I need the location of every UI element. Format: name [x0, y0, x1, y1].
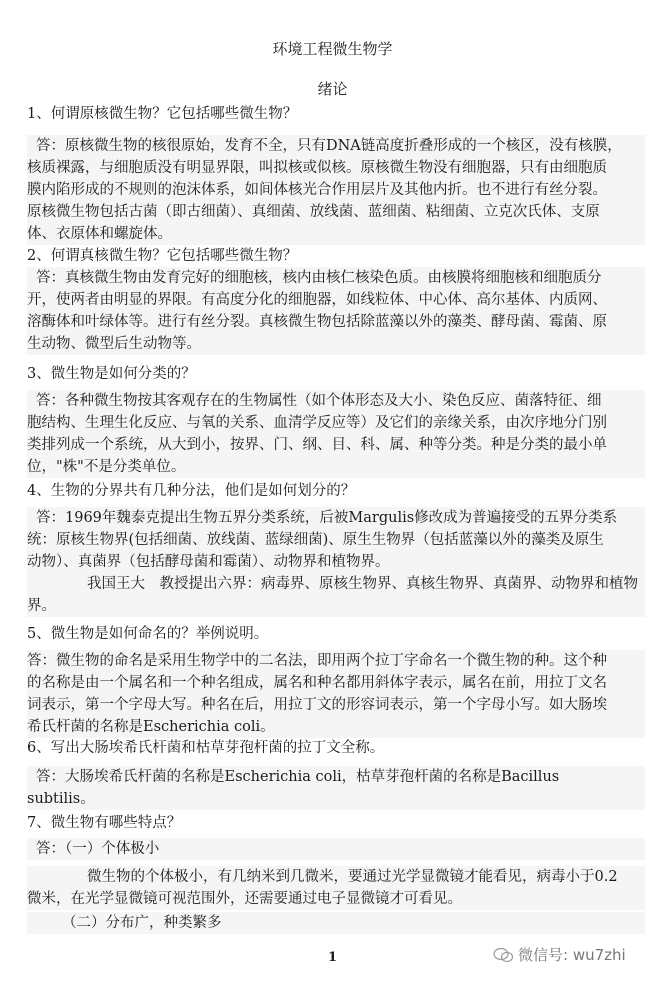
chapter-title: 绪论 [317, 80, 348, 98]
answer-line: 生动物、微型后生动物等。 [27, 336, 201, 352]
wechat-icon [492, 946, 514, 964]
answer-line: 答：各种微生物按其客观存在的生物属性（如个体形态及大小、染色反应、菌落特征、细 [36, 393, 602, 409]
answer-line: 胞结构、生理生化反应、与氧的关系、血清学反应等）及它们的亲缘关系，由次序地分门别 [27, 415, 607, 431]
watermark-text: 微信号: wu7zhi [518, 946, 626, 964]
answer-line: 溶酶体和叶绿体等。进行有丝分裂。真核微生物包括除蓝藻以外的藻类、酵母菌、霉菌、原 [27, 314, 607, 330]
answer-line: 的名称是由一个属名和一个种名组成，属名和种名都用斜体字表示，属名在前，用拉丁文名 [27, 675, 607, 691]
answer-line: 答：原核微生物的核很原始，发育不全，只有DNA链高度折叠形成的一个核区，没有核膜， [36, 138, 622, 154]
answer-line: 希氏杆菌的名称是Escherichia coli。 [27, 719, 275, 735]
page-number: 1 [327, 950, 338, 965]
question-heading: 6、写出大肠埃希氏杆菌和枯草芽孢杆菌的拉丁文全称。 [27, 740, 385, 756]
answer-line: 统：原核生物界(包括细菌、放线菌、蓝绿细菌)、原生生物界（包括蓝藻以外的藻类及原生 [27, 532, 604, 548]
answer-paragraph [27, 390, 645, 478]
answer-paragraph [27, 135, 645, 245]
question-heading: 1、何谓原核微生物？它包括哪些微生物？ [27, 106, 298, 122]
answer-paragraph [27, 912, 645, 934]
answer-line: 界。 [27, 598, 56, 614]
answer-paragraph [27, 267, 645, 355]
answer-line: 词表示，第一个字母大写。种名在后，用拉丁文的形容词表示，第一个字母小写。如大肠埃 [27, 697, 607, 713]
answer-line: 动物）、真菌界（包括酵母菌和霉菌）、动物界和植物界。 [27, 554, 390, 570]
answer-paragraph [27, 507, 645, 573]
document-title: 环境工程微生物学 [272, 40, 393, 58]
answer-line: 答：1969年魏泰克提出生物五界分类系统，后被Margulis修改成为普遍接受的五界分类系 [36, 510, 618, 526]
answer-line: subtilis。 [27, 791, 95, 807]
question-heading: 4、生物的分界共有几种分法，他们是如何划分的？ [27, 483, 356, 499]
answer-line: 膜内陷形成的不规则的泡沫体系，如间体核光合作用层片及其他内折。也不进行有丝分裂。 [27, 182, 607, 198]
answer-paragraph [27, 766, 645, 810]
answer-paragraph [27, 838, 645, 860]
answer-paragraph [27, 650, 645, 738]
answer-line: 开，使两者由明显的界限。有高度分化的细胞器，如线粒体、中心体、高尔基体、内质网、 [27, 292, 607, 308]
answer-line: 答：真核微生物由发育完好的细胞核，核内由核仁核染色质。由核膜将细胞核和细胞质分 [36, 270, 602, 286]
question-heading: 2、何谓真核微生物？它包括哪些微生物？ [27, 248, 298, 264]
answer-line: 微米，在光学显微镜可视范围外，还需要通过电子显微镜才可看见。 [27, 891, 462, 907]
answer-paragraph [27, 866, 645, 910]
answer-line: 答：微生物的命名是采用生物学中的二名法，即用两个拉丁字命名一个微生物的种。这个种 [27, 653, 607, 669]
answer-line: （二）分布广，种类繁多 [62, 915, 222, 931]
answer-line: 体、衣原体和螺旋体。 [27, 226, 172, 242]
watermark [492, 944, 626, 965]
answer-line: 答：大肠埃希氏杆菌的名称是Escherichia coli，枯草芽孢杆菌的名称是Bacillus [36, 769, 560, 785]
answer-line: 原核微生物包括古菌（即古细菌）、真细菌、放线菌、蓝细菌、粘细菌、立克次氏体、支原 [27, 204, 600, 220]
question-heading: 5、微生物是如何命名的？举例说明。 [27, 626, 269, 642]
answer-line: 我国王大 教授提出六界：病毒界、原核生物界、真核生物界、真菌界、动物界和植物 [87, 576, 638, 592]
answer-line: 类排列成一个系统，从大到小，按界、门、纲、目、科、属、种等分类。种是分类的最小单 [27, 437, 607, 453]
answer-line: 位，"株"不是分类单位。 [27, 459, 186, 475]
question-heading: 3、微生物是如何分类的？ [27, 366, 196, 382]
answer-line: 答：（一）个体极小 [36, 841, 160, 857]
question-heading: 7、微生物有哪些特点？ [27, 815, 182, 831]
answer-paragraph [27, 573, 645, 617]
answer-line: 核质裸露，与细胞质没有明显界限，叫拟核或似核。原核微生物没有细胞器，只有由细胞质 [27, 160, 607, 176]
answer-line: 微生物的个体极小，有几纳米到几微米，要通过光学显微镜才能看见，病毒小于0.2 [87, 869, 618, 885]
